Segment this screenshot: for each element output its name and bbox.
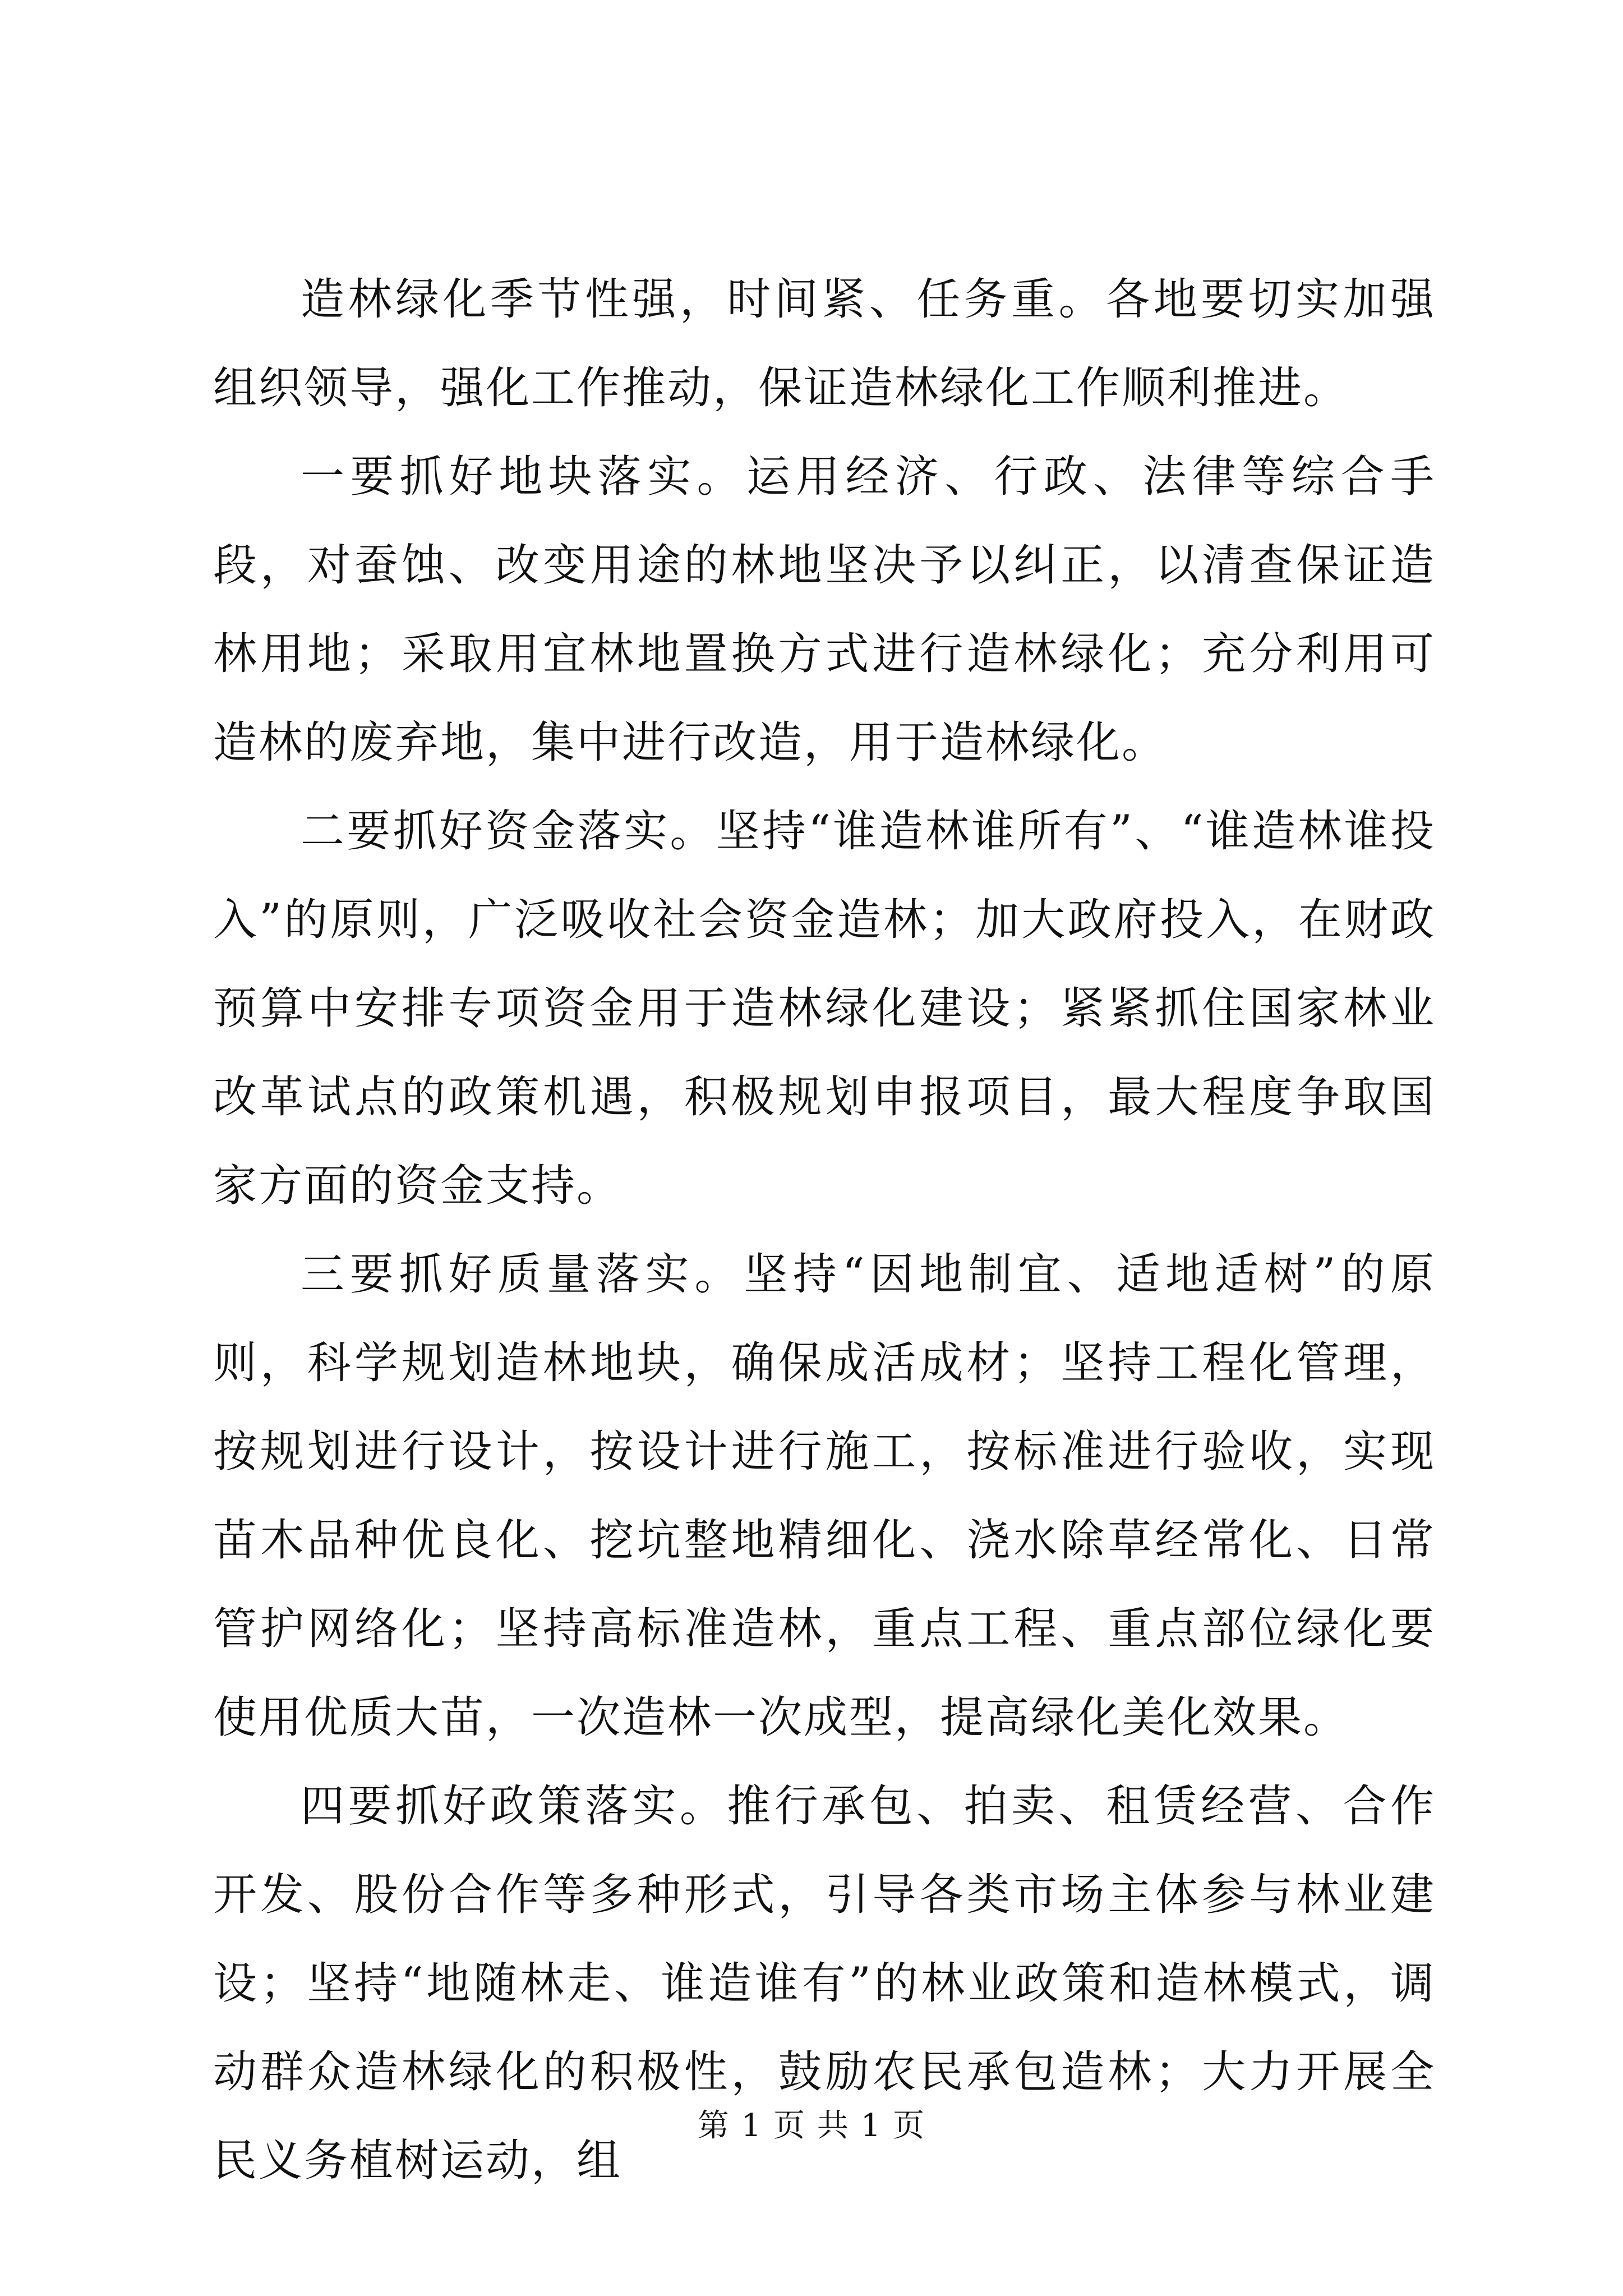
page-footer: 第 1 页 共 1 页 [697, 2108, 926, 2144]
document-body [213, 255, 1436, 2205]
paragraph-land: 一要抓好地块落实。运用经济、行政、法律等综合手段，对蚕蚀、改变用途的林地坚决予以纠正，以清查保证造林用地；采取用宜林地置换方式进行造林绿化；充分利用可造林的废弃地，集中进行改造，用于造林绿化。 [213, 452, 1436, 768]
paragraph-quality: 三要抓好质量落实。坚持“因地制宜、适地适树”的原则，科学规划造林地块，确保成活成材；坚持工程化管理，按规划进行设计，按设计进行施工，按标准进行验收，实现苗木品种优良化、挖坑整地精细化、浇水除草经常化、日常管护网络化；坚持高标准造林，重点工程、重点部位绿化要使用优质大苗，一次造林一次成型，提高绿化美化效果。 [213, 1249, 1436, 1743]
paragraph-policy: 四要抓好政策落实。推行承包、拍卖、租赁经营、合作开发、股份合作等多种形式，引导各类市场主体参与林业建设；坚持“地随林走、谁造谁有”的林业政策和造林模式，调动群众造林绿化的积极性，鼓励农民承包造林；大力开展全民义务植树运动，组 [213, 1781, 1436, 2186]
paragraph-intro: 造林绿化季节性强，时间紧、任务重。各地要切实加强组织领导，强化工作推动，保证造林绿化工作顺利推进。 [213, 274, 1436, 413]
paragraph-funds: 二要抓好资金落实。坚持“谁造林谁所有”、“谁造林谁投入”的原则，广泛吸收社会资金造林；加大政府投入，在财政预算中安排专项资金用于造林绿化建设；紧紧抓住国家林业改革试点的政策机遇，积极规划申报项目，最大程度争取国家方面的资金支持。 [213, 806, 1436, 1211]
